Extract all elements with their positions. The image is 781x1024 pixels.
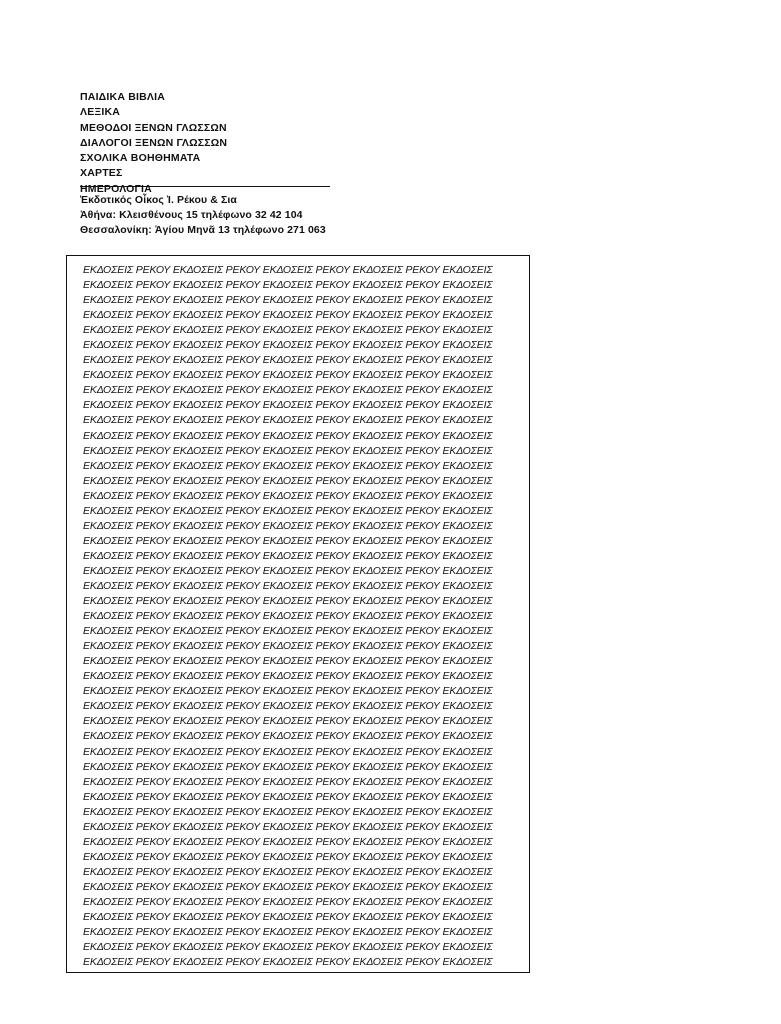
pattern-row: ΕΚΔΟΣΕΙΣ ΡΕΚΟΥ ΕΚΔΟΣΕΙΣ ΡΕΚΟΥ ΕΚΔΟΣΕΙΣ ΡΕΚΟΥ ΕΚΔΟΣΕΙΣ ΡΕΚΟΥ ΕΚΔΟΣΕΙΣ: [83, 489, 493, 502]
pattern-row: ΕΚΔΟΣΕΙΣ ΡΕΚΟΥ ΕΚΔΟΣΕΙΣ ΡΕΚΟΥ ΕΚΔΟΣΕΙΣ ΡΕΚΟΥ ΕΚΔΟΣΕΙΣ ΡΕΚΟΥ ΕΚΔΟΣΕΙΣ: [83, 640, 493, 653]
pattern-row: ΕΚΔΟΣΕΙΣ ΡΕΚΟΥ ΕΚΔΟΣΕΙΣ ΡΕΚΟΥ ΕΚΔΟΣΕΙΣ ΡΕΚΟΥ ΕΚΔΟΣΕΙΣ ΡΕΚΟΥ ΕΚΔΟΣΕΙΣ: [83, 835, 493, 848]
pattern-row: ΕΚΔΟΣΕΙΣ ΡΕΚΟΥ ΕΚΔΟΣΕΙΣ ΡΕΚΟΥ ΕΚΔΟΣΕΙΣ ΡΕΚΟΥ ΕΚΔΟΣΕΙΣ ΡΕΚΟΥ ΕΚΔΟΣΕΙΣ: [83, 504, 493, 517]
pattern-row: ΕΚΔΟΣΕΙΣ ΡΕΚΟΥ ΕΚΔΟΣΕΙΣ ΡΕΚΟΥ ΕΚΔΟΣΕΙΣ ΡΕΚΟΥ ΕΚΔΟΣΕΙΣ ΡΕΚΟΥ ΕΚΔΟΣΕΙΣ: [83, 805, 493, 818]
pattern-row: ΕΚΔΟΣΕΙΣ ΡΕΚΟΥ ΕΚΔΟΣΕΙΣ ΡΕΚΟΥ ΕΚΔΟΣΕΙΣ ΡΕΚΟΥ ΕΚΔΟΣΕΙΣ ΡΕΚΟΥ ΕΚΔΟΣΕΙΣ: [83, 610, 493, 623]
pattern-row: ΕΚΔΟΣΕΙΣ ΡΕΚΟΥ ΕΚΔΟΣΕΙΣ ΡΕΚΟΥ ΕΚΔΟΣΕΙΣ ΡΕΚΟΥ ΕΚΔΟΣΕΙΣ ΡΕΚΟΥ ΕΚΔΟΣΕΙΣ: [83, 865, 493, 878]
pattern-row: ΕΚΔΟΣΕΙΣ ΡΕΚΟΥ ΕΚΔΟΣΕΙΣ ΡΕΚΟΥ ΕΚΔΟΣΕΙΣ ΡΕΚΟΥ ΕΚΔΟΣΕΙΣ ΡΕΚΟΥ ΕΚΔΟΣΕΙΣ: [83, 911, 493, 924]
pattern-row: ΕΚΔΟΣΕΙΣ ΡΕΚΟΥ ΕΚΔΟΣΕΙΣ ΡΕΚΟΥ ΕΚΔΟΣΕΙΣ ΡΕΚΟΥ ΕΚΔΟΣΕΙΣ ΡΕΚΟΥ ΕΚΔΟΣΕΙΣ: [83, 700, 493, 713]
pattern-row: ΕΚΔΟΣΕΙΣ ΡΕΚΟΥ ΕΚΔΟΣΕΙΣ ΡΕΚΟΥ ΕΚΔΟΣΕΙΣ ΡΕΚΟΥ ΕΚΔΟΣΕΙΣ ΡΕΚΟΥ ΕΚΔΟΣΕΙΣ: [83, 595, 493, 608]
pattern-row: ΕΚΔΟΣΕΙΣ ΡΕΚΟΥ ΕΚΔΟΣΕΙΣ ΡΕΚΟΥ ΕΚΔΟΣΕΙΣ ΡΕΚΟΥ ΕΚΔΟΣΕΙΣ ΡΕΚΟΥ ΕΚΔΟΣΕΙΣ: [83, 549, 493, 562]
pattern-row: ΕΚΔΟΣΕΙΣ ΡΕΚΟΥ ΕΚΔΟΣΕΙΣ ΡΕΚΟΥ ΕΚΔΟΣΕΙΣ ΡΕΚΟΥ ΕΚΔΟΣΕΙΣ ΡΕΚΟΥ ΕΚΔΟΣΕΙΣ: [83, 790, 493, 803]
category-item: ΜΕΘΟΔΟΙ ΞΕΝΩΝ ΓΛΩΣΣΩΝ: [80, 121, 227, 134]
pattern-row: ΕΚΔΟΣΕΙΣ ΡΕΚΟΥ ΕΚΔΟΣΕΙΣ ΡΕΚΟΥ ΕΚΔΟΣΕΙΣ ΡΕΚΟΥ ΕΚΔΟΣΕΙΣ ΡΕΚΟΥ ΕΚΔΟΣΕΙΣ: [83, 850, 493, 863]
pattern-row: ΕΚΔΟΣΕΙΣ ΡΕΚΟΥ ΕΚΔΟΣΕΙΣ ΡΕΚΟΥ ΕΚΔΟΣΕΙΣ ΡΕΚΟΥ ΕΚΔΟΣΕΙΣ ΡΕΚΟΥ ΕΚΔΟΣΕΙΣ: [83, 880, 493, 893]
pattern-row: ΕΚΔΟΣΕΙΣ ΡΕΚΟΥ ΕΚΔΟΣΕΙΣ ΡΕΚΟΥ ΕΚΔΟΣΕΙΣ ΡΕΚΟΥ ΕΚΔΟΣΕΙΣ ΡΕΚΟΥ ΕΚΔΟΣΕΙΣ: [83, 564, 493, 577]
pattern-row: ΕΚΔΟΣΕΙΣ ΡΕΚΟΥ ΕΚΔΟΣΕΙΣ ΡΕΚΟΥ ΕΚΔΟΣΕΙΣ ΡΕΚΟΥ ΕΚΔΟΣΕΙΣ ΡΕΚΟΥ ΕΚΔΟΣΕΙΣ: [83, 474, 493, 487]
pattern-row: ΕΚΔΟΣΕΙΣ ΡΕΚΟΥ ΕΚΔΟΣΕΙΣ ΡΕΚΟΥ ΕΚΔΟΣΕΙΣ ΡΕΚΟΥ ΕΚΔΟΣΕΙΣ ΡΕΚΟΥ ΕΚΔΟΣΕΙΣ: [83, 519, 493, 532]
pattern-row: ΕΚΔΟΣΕΙΣ ΡΕΚΟΥ ΕΚΔΟΣΕΙΣ ΡΕΚΟΥ ΕΚΔΟΣΕΙΣ ΡΕΚΟΥ ΕΚΔΟΣΕΙΣ ΡΕΚΟΥ ΕΚΔΟΣΕΙΣ: [83, 685, 493, 698]
pattern-row: ΕΚΔΟΣΕΙΣ ΡΕΚΟΥ ΕΚΔΟΣΕΙΣ ΡΕΚΟΥ ΕΚΔΟΣΕΙΣ ΡΕΚΟΥ ΕΚΔΟΣΕΙΣ ΡΕΚΟΥ ΕΚΔΟΣΕΙΣ: [83, 384, 493, 397]
pattern-row: ΕΚΔΟΣΕΙΣ ΡΕΚΟΥ ΕΚΔΟΣΕΙΣ ΡΕΚΟΥ ΕΚΔΟΣΕΙΣ ΡΕΚΟΥ ΕΚΔΟΣΕΙΣ ΡΕΚΟΥ ΕΚΔΟΣΕΙΣ: [83, 534, 493, 547]
athens-address: Ἀθήνα: Κλεισθένους 15 τηλέφωνο 32 42 104: [80, 209, 303, 221]
pattern-row: ΕΚΔΟΣΕΙΣ ΡΕΚΟΥ ΕΚΔΟΣΕΙΣ ΡΕΚΟΥ ΕΚΔΟΣΕΙΣ ΡΕΚΟΥ ΕΚΔΟΣΕΙΣ ΡΕΚΟΥ ΕΚΔΟΣΕΙΣ: [83, 775, 493, 788]
pattern-row: ΕΚΔΟΣΕΙΣ ΡΕΚΟΥ ΕΚΔΟΣΕΙΣ ΡΕΚΟΥ ΕΚΔΟΣΕΙΣ ΡΕΚΟΥ ΕΚΔΟΣΕΙΣ ΡΕΚΟΥ ΕΚΔΟΣΕΙΣ: [83, 309, 493, 322]
pattern-row: ΕΚΔΟΣΕΙΣ ΡΕΚΟΥ ΕΚΔΟΣΕΙΣ ΡΕΚΟΥ ΕΚΔΟΣΕΙΣ ΡΕΚΟΥ ΕΚΔΟΣΕΙΣ ΡΕΚΟΥ ΕΚΔΟΣΕΙΣ: [83, 339, 493, 352]
category-list: [80, 90, 380, 197]
category-item: ΣΧΟΛΙΚΑ ΒΟΗΘΗΜΑΤΑ: [80, 152, 201, 165]
pattern-row: ΕΚΔΟΣΕΙΣ ΡΕΚΟΥ ΕΚΔΟΣΕΙΣ ΡΕΚΟΥ ΕΚΔΟΣΕΙΣ ΡΕΚΟΥ ΕΚΔΟΣΕΙΣ ΡΕΚΟΥ ΕΚΔΟΣΕΙΣ: [83, 459, 493, 472]
pattern-row: ΕΚΔΟΣΕΙΣ ΡΕΚΟΥ ΕΚΔΟΣΕΙΣ ΡΕΚΟΥ ΕΚΔΟΣΕΙΣ ΡΕΚΟΥ ΕΚΔΟΣΕΙΣ ΡΕΚΟΥ ΕΚΔΟΣΕΙΣ: [83, 324, 493, 337]
pattern-row: ΕΚΔΟΣΕΙΣ ΡΕΚΟΥ ΕΚΔΟΣΕΙΣ ΡΕΚΟΥ ΕΚΔΟΣΕΙΣ ΡΕΚΟΥ ΕΚΔΟΣΕΙΣ ΡΕΚΟΥ ΕΚΔΟΣΕΙΣ: [83, 399, 493, 412]
pattern-row: ΕΚΔΟΣΕΙΣ ΡΕΚΟΥ ΕΚΔΟΣΕΙΣ ΡΕΚΟΥ ΕΚΔΟΣΕΙΣ ΡΕΚΟΥ ΕΚΔΟΣΕΙΣ ΡΕΚΟΥ ΕΚΔΟΣΕΙΣ: [83, 579, 493, 592]
pattern-row: ΕΚΔΟΣΕΙΣ ΡΕΚΟΥ ΕΚΔΟΣΕΙΣ ΡΕΚΟΥ ΕΚΔΟΣΕΙΣ ΡΕΚΟΥ ΕΚΔΟΣΕΙΣ ΡΕΚΟΥ ΕΚΔΟΣΕΙΣ: [83, 414, 493, 427]
pattern-row: ΕΚΔΟΣΕΙΣ ΡΕΚΟΥ ΕΚΔΟΣΕΙΣ ΡΕΚΟΥ ΕΚΔΟΣΕΙΣ ΡΕΚΟΥ ΕΚΔΟΣΕΙΣ ΡΕΚΟΥ ΕΚΔΟΣΕΙΣ: [83, 895, 493, 908]
pattern-row: ΕΚΔΟΣΕΙΣ ΡΕΚΟΥ ΕΚΔΟΣΕΙΣ ΡΕΚΟΥ ΕΚΔΟΣΕΙΣ ΡΕΚΟΥ ΕΚΔΟΣΕΙΣ ΡΕΚΟΥ ΕΚΔΟΣΕΙΣ: [83, 670, 493, 683]
publisher-info: [80, 193, 400, 238]
pattern-row: ΕΚΔΟΣΕΙΣ ΡΕΚΟΥ ΕΚΔΟΣΕΙΣ ΡΕΚΟΥ ΕΚΔΟΣΕΙΣ ΡΕΚΟΥ ΕΚΔΟΣΕΙΣ ΡΕΚΟΥ ΕΚΔΟΣΕΙΣ: [83, 956, 493, 969]
category-item: ΧΑΡΤΕΣ: [80, 167, 123, 180]
pattern-row: ΕΚΔΟΣΕΙΣ ΡΕΚΟΥ ΕΚΔΟΣΕΙΣ ΡΕΚΟΥ ΕΚΔΟΣΕΙΣ ΡΕΚΟΥ ΕΚΔΟΣΕΙΣ ΡΕΚΟΥ ΕΚΔΟΣΕΙΣ: [83, 941, 493, 954]
publisher-name-pattern-box: [66, 255, 530, 973]
category-item: ΠΑΙΔΙΚΑ ΒΙΒΛΙΑ: [80, 91, 166, 103]
pattern-row: ΕΚΔΟΣΕΙΣ ΡΕΚΟΥ ΕΚΔΟΣΕΙΣ ΡΕΚΟΥ ΕΚΔΟΣΕΙΣ ΡΕΚΟΥ ΕΚΔΟΣΕΙΣ ΡΕΚΟΥ ΕΚΔΟΣΕΙΣ: [83, 279, 493, 292]
pattern-row: ΕΚΔΟΣΕΙΣ ΡΕΚΟΥ ΕΚΔΟΣΕΙΣ ΡΕΚΟΥ ΕΚΔΟΣΕΙΣ ΡΕΚΟΥ ΕΚΔΟΣΕΙΣ ΡΕΚΟΥ ΕΚΔΟΣΕΙΣ: [83, 354, 493, 367]
thessaloniki-address: Θεσσαλονίκη: Ἁγίου Μηνᾶ 13 τηλέφωνο 271 063: [80, 224, 326, 236]
pattern-row: ΕΚΔΟΣΕΙΣ ΡΕΚΟΥ ΕΚΔΟΣΕΙΣ ΡΕΚΟΥ ΕΚΔΟΣΕΙΣ ΡΕΚΟΥ ΕΚΔΟΣΕΙΣ ΡΕΚΟΥ ΕΚΔΟΣΕΙΣ: [83, 715, 493, 728]
pattern-row: ΕΚΔΟΣΕΙΣ ΡΕΚΟΥ ΕΚΔΟΣΕΙΣ ΡΕΚΟΥ ΕΚΔΟΣΕΙΣ ΡΕΚΟΥ ΕΚΔΟΣΕΙΣ ΡΕΚΟΥ ΕΚΔΟΣΕΙΣ: [83, 625, 493, 638]
pattern-row: ΕΚΔΟΣΕΙΣ ΡΕΚΟΥ ΕΚΔΟΣΕΙΣ ΡΕΚΟΥ ΕΚΔΟΣΕΙΣ ΡΕΚΟΥ ΕΚΔΟΣΕΙΣ ΡΕΚΟΥ ΕΚΔΟΣΕΙΣ: [83, 444, 493, 457]
pattern-row: ΕΚΔΟΣΕΙΣ ΡΕΚΟΥ ΕΚΔΟΣΕΙΣ ΡΕΚΟΥ ΕΚΔΟΣΕΙΣ ΡΕΚΟΥ ΕΚΔΟΣΕΙΣ ΡΕΚΟΥ ΕΚΔΟΣΕΙΣ: [83, 369, 493, 382]
pattern-row: ΕΚΔΟΣΕΙΣ ΡΕΚΟΥ ΕΚΔΟΣΕΙΣ ΡΕΚΟΥ ΕΚΔΟΣΕΙΣ ΡΕΚΟΥ ΕΚΔΟΣΕΙΣ ΡΕΚΟΥ ΕΚΔΟΣΕΙΣ: [83, 745, 493, 758]
pattern-row: ΕΚΔΟΣΕΙΣ ΡΕΚΟΥ ΕΚΔΟΣΕΙΣ ΡΕΚΟΥ ΕΚΔΟΣΕΙΣ ΡΕΚΟΥ ΕΚΔΟΣΕΙΣ ΡΕΚΟΥ ΕΚΔΟΣΕΙΣ: [83, 820, 493, 833]
pattern-row: ΕΚΔΟΣΕΙΣ ΡΕΚΟΥ ΕΚΔΟΣΕΙΣ ΡΕΚΟΥ ΕΚΔΟΣΕΙΣ ΡΕΚΟΥ ΕΚΔΟΣΕΙΣ ΡΕΚΟΥ ΕΚΔΟΣΕΙΣ: [83, 294, 493, 307]
divider-rule: [80, 186, 330, 187]
pattern-row: ΕΚΔΟΣΕΙΣ ΡΕΚΟΥ ΕΚΔΟΣΕΙΣ ΡΕΚΟΥ ΕΚΔΟΣΕΙΣ ΡΕΚΟΥ ΕΚΔΟΣΕΙΣ ΡΕΚΟΥ ΕΚΔΟΣΕΙΣ: [83, 264, 493, 276]
pattern-row: ΕΚΔΟΣΕΙΣ ΡΕΚΟΥ ΕΚΔΟΣΕΙΣ ΡΕΚΟΥ ΕΚΔΟΣΕΙΣ ΡΕΚΟΥ ΕΚΔΟΣΕΙΣ ΡΕΚΟΥ ΕΚΔΟΣΕΙΣ: [83, 655, 493, 668]
category-item: ΔΙΑΛΟΓΟΙ ΞΕΝΩΝ ΓΛΩΣΣΩΝ: [80, 136, 228, 149]
pattern-row: ΕΚΔΟΣΕΙΣ ΡΕΚΟΥ ΕΚΔΟΣΕΙΣ ΡΕΚΟΥ ΕΚΔΟΣΕΙΣ ΡΕΚΟΥ ΕΚΔΟΣΕΙΣ ΡΕΚΟΥ ΕΚΔΟΣΕΙΣ: [83, 429, 493, 442]
pattern-row: ΕΚΔΟΣΕΙΣ ΡΕΚΟΥ ΕΚΔΟΣΕΙΣ ΡΕΚΟΥ ΕΚΔΟΣΕΙΣ ΡΕΚΟΥ ΕΚΔΟΣΕΙΣ ΡΕΚΟΥ ΕΚΔΟΣΕΙΣ: [83, 730, 493, 743]
category-item: ΛΕΞΙΚΑ: [80, 106, 121, 119]
pattern-row: ΕΚΔΟΣΕΙΣ ΡΕΚΟΥ ΕΚΔΟΣΕΙΣ ΡΕΚΟΥ ΕΚΔΟΣΕΙΣ ΡΕΚΟΥ ΕΚΔΟΣΕΙΣ ΡΕΚΟΥ ΕΚΔΟΣΕΙΣ: [83, 926, 493, 939]
pattern-row: ΕΚΔΟΣΕΙΣ ΡΕΚΟΥ ΕΚΔΟΣΕΙΣ ΡΕΚΟΥ ΕΚΔΟΣΕΙΣ ΡΕΚΟΥ ΕΚΔΟΣΕΙΣ ΡΕΚΟΥ ΕΚΔΟΣΕΙΣ: [83, 760, 493, 773]
category-item: ΗΜΕΡΟΛΟΓΙΑ: [80, 182, 152, 195]
publisher-name: Ἐκδοτικός Οἶκος Ἰ. Ρέκου & Σια: [80, 194, 237, 206]
